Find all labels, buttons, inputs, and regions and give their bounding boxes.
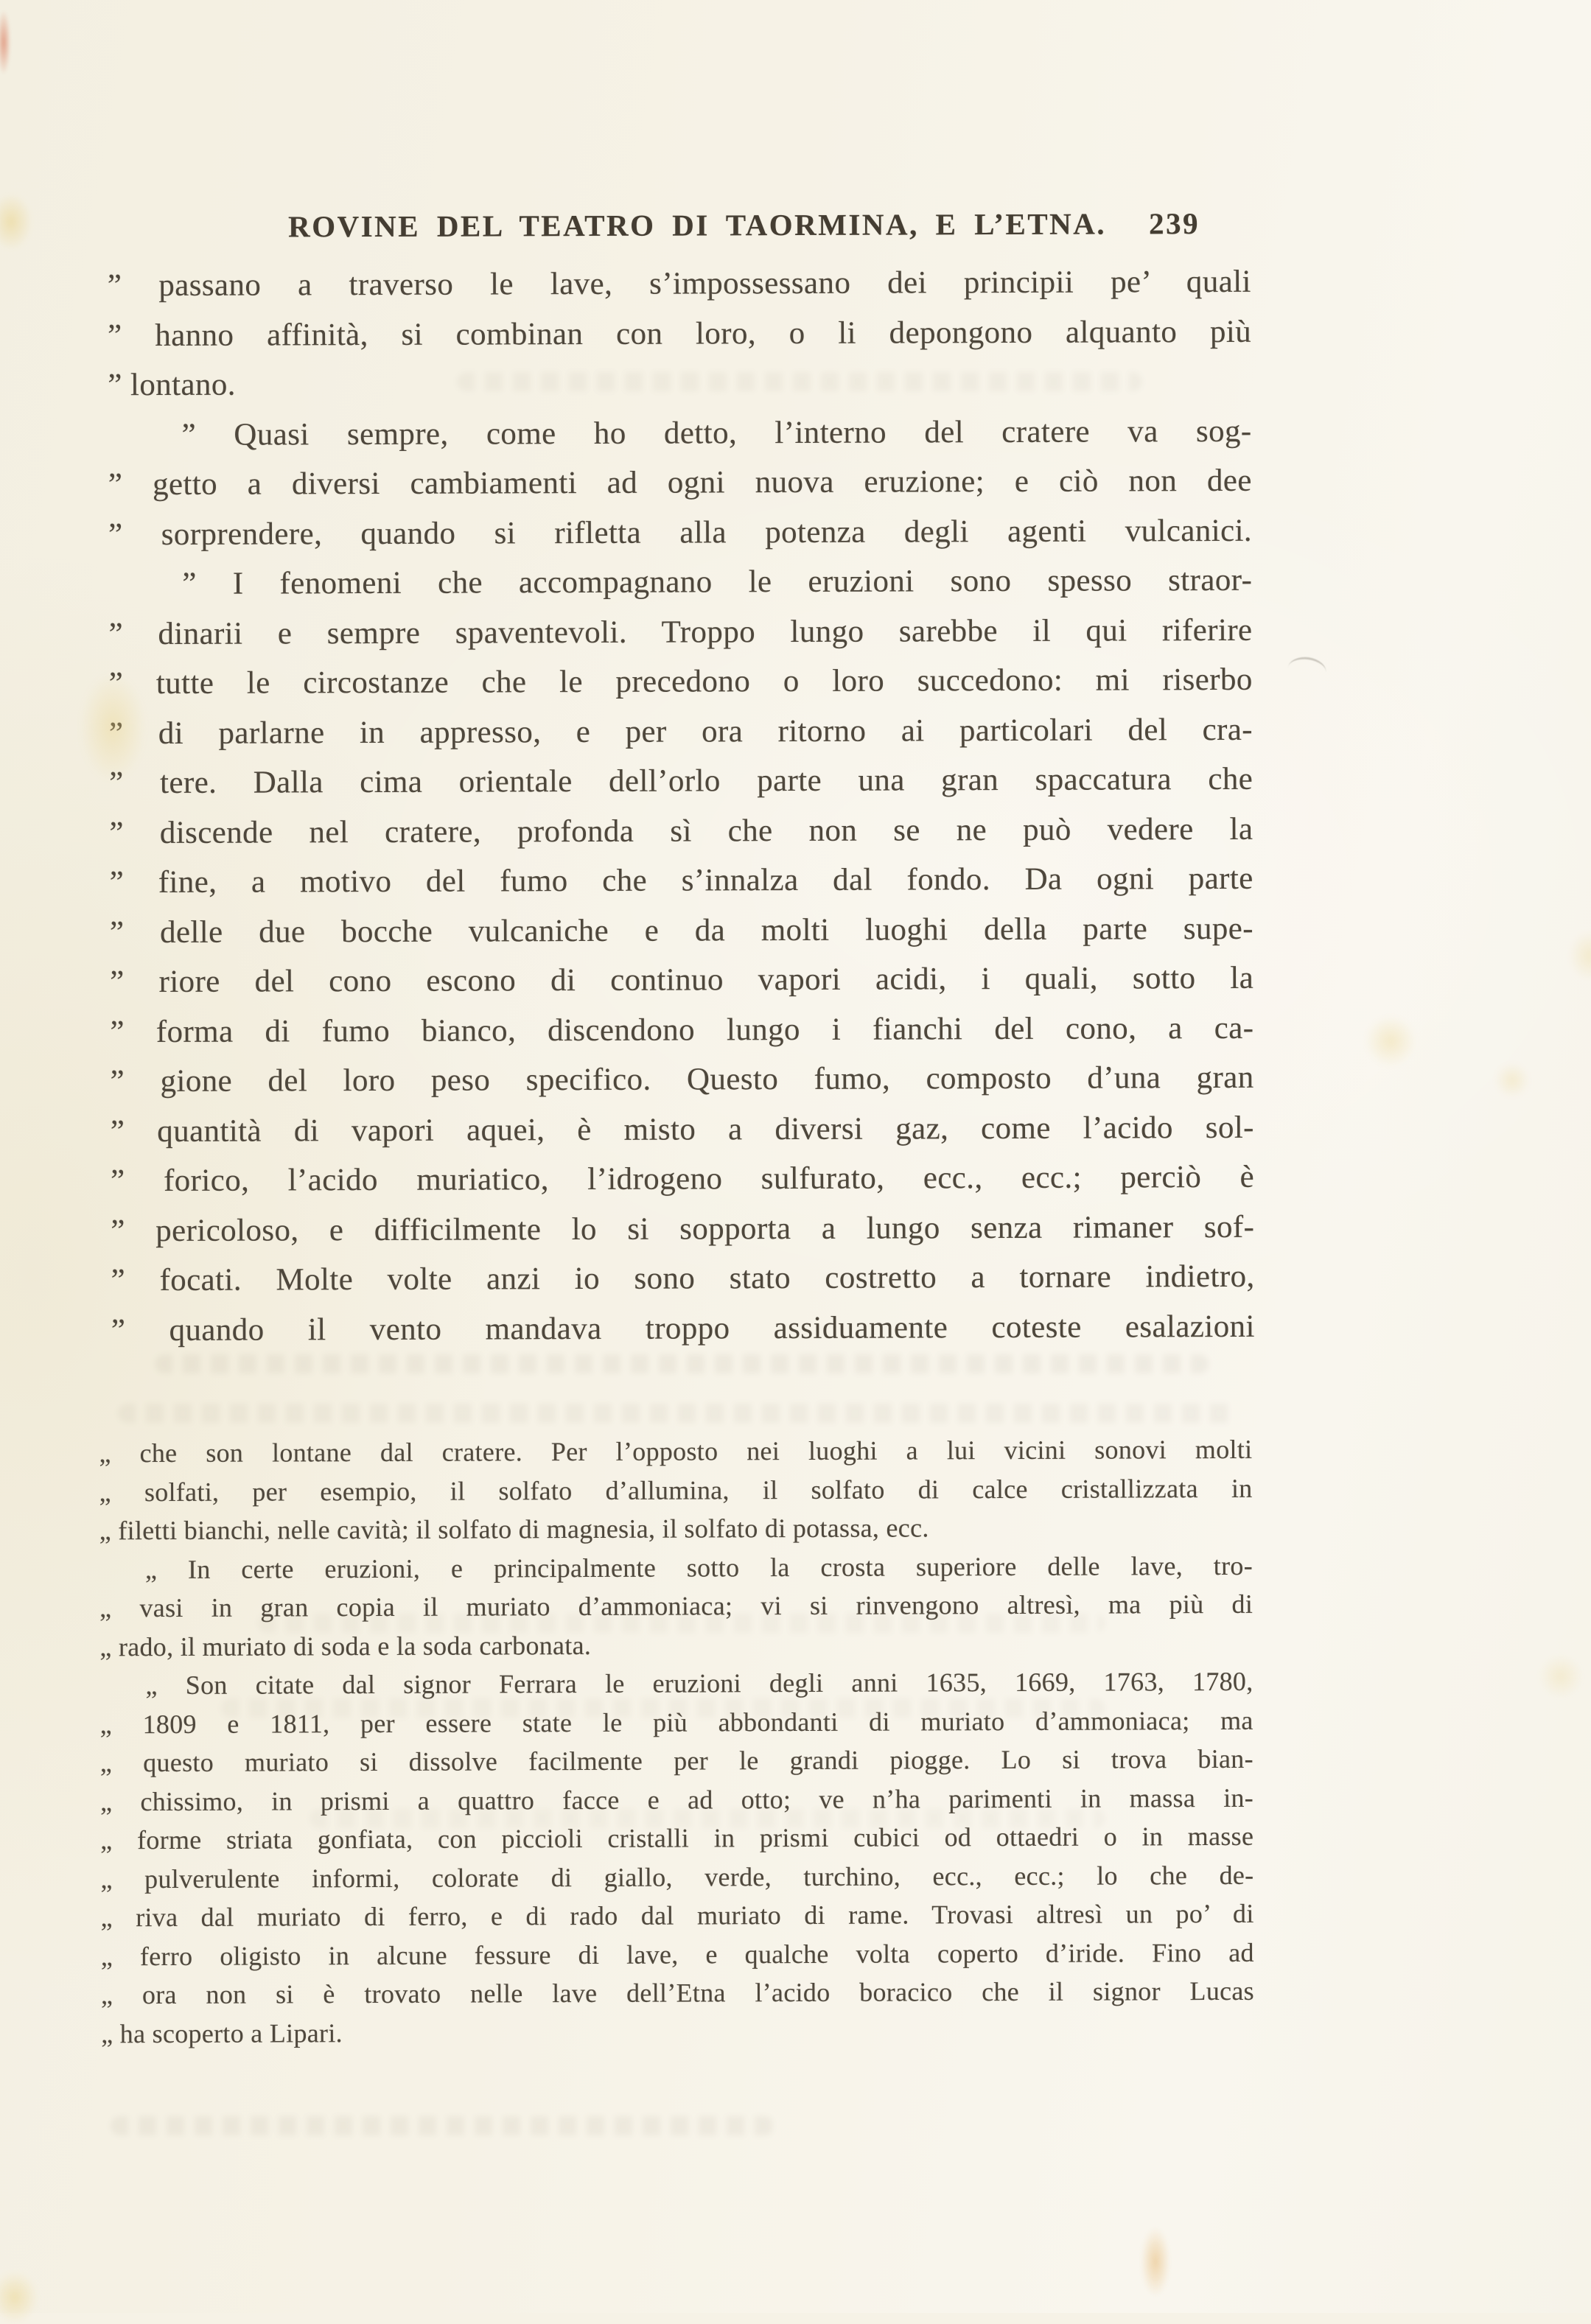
footnote-line: „ riva dal muriato di ferro, e di rado dal muriato di rame. Trovasi altresì un po’ di: [100, 1898, 1254, 1933]
body-line: ” fine, a motivo del fumo che s’innalza dal fondo. Da ogni parte: [109, 861, 1253, 900]
footnote-line: „ rado, il muriato di soda e la soda carbonata.: [99, 1630, 592, 1662]
body-line: ” getto a diversi cambiamenti ad ogni nuova eruzione; e ciò non dee: [108, 463, 1252, 503]
footnote-line: „ forme striata gonfiata, con piccioli cristalli in prismi cubici od ottaedri o in masse: [100, 1821, 1254, 1855]
show-through: [118, 1404, 1238, 1423]
footnote-line: „ Son citate dal signor Ferrara le eruzioni degli anni 1635, 1669, 1763, 1780,: [145, 1666, 1253, 1701]
show-through: [457, 372, 1142, 391]
running-head-title: ROVINE DEL TEATRO DI TAORMINA, E L’ETNA.: [287, 206, 1107, 244]
footnote-line: „ 1809 e 1811, per essere state le più abbondanti di muriato d’ammoniaca; ma: [99, 1705, 1253, 1739]
footnote-line: „ solfati, per esempio, il solfato d’allumina, il solfato di calce cristallizzata in: [99, 1473, 1253, 1507]
body-line: ” Quasi sempre, come ho detto, l’interno del cratere va sog-: [181, 413, 1252, 452]
show-through: [258, 1614, 1105, 1633]
footnote-line: „ questo muriato si dissolve facilmente per le grandi piogge. Lo si trova bian-: [99, 1743, 1253, 1778]
footnote-line: „ chissimo, in prismi a quattro facce e ad otto; ve n’ha parimenti in massa in-: [99, 1782, 1254, 1816]
footnote-line: „ In certe eruzioni, e principalmente sotto la crosta superiore delle lave, tro-: [144, 1550, 1253, 1584]
body-line: ” I fenomeni che accompagnano le eruzioni sono spesso straor-: [182, 562, 1253, 601]
page-number: 239: [1149, 206, 1200, 241]
body-line: ” quando il vento mandava troppo assiduamente coteste esalazioni: [111, 1309, 1255, 1348]
body-line: ” delle due bocche vulcaniche e da molti luoghi della parte supe-: [109, 911, 1254, 950]
show-through: [221, 1698, 1105, 1718]
body-line: ” dinarii e sempre spaventevoli. Troppo lungo sarebbe il qui riferire: [108, 612, 1253, 651]
body-line: ” lontano.: [108, 367, 236, 403]
body-line: ” pericoloso, e difficilmente lo si sopporta a lungo senza rimaner sof-: [111, 1209, 1255, 1248]
show-through: [155, 1354, 1209, 1373]
body-line: ” forico, l’acido muriatico, l’idrogeno sulfurato, ecc., ecc.; perciò è: [111, 1159, 1255, 1199]
body-line: ” tutte le circostanze che le precedono o loro succedono: mi riserbo: [108, 662, 1253, 701]
show-through: [111, 2116, 774, 2135]
body-line: ” gione del loro peso specifico. Questo fumo, composto d’una gran: [110, 1060, 1254, 1099]
body-line: ” riore del cono escono di continuo vapori acidi, i quali, sotto la: [110, 960, 1254, 1000]
footnote-line: „ ferro oligisto in alcune fessure di lave, e qualche volta coperto d’iride. Fino ad: [100, 1937, 1254, 1971]
footnote-line: „ ha scoperto a Lipari.: [101, 2017, 343, 2048]
footnote-line: „ che son lontane dal cratere. Per l’opposto nei luoghi a lui vicini sonovi molti: [99, 1434, 1253, 1469]
body-line: ” sorprendere, quando si rifletta alla potenza degli agenti vulcanici.: [108, 513, 1253, 552]
running-head: [172, 206, 1316, 245]
body-line: ” forma di fumo bianco, discendono lungo i fianchi del cono, a ca-: [110, 1010, 1254, 1049]
body-line: ” quantità di vapori aquei, è misto a diversi gaz, come l’acido sol-: [110, 1110, 1254, 1149]
body-line: ” passano a traverso le lave, s’impossessano dei principii pe’ quali: [107, 264, 1251, 304]
body-line: ” focati. Molte volte anzi io sono stato costretto a tornare indietro,: [111, 1259, 1255, 1298]
body-text: [108, 257, 1255, 1355]
footnote-line: „ pulverulente informi, colorate di giallo, verde, turchino, ecc., ecc.; lo che de-: [100, 1860, 1254, 1894]
body-line: ” di parlarne in appresso, e per ora ritorno ai particolari del cra-: [108, 712, 1253, 751]
footnote-line: „ ora non si è trovato nelle lave dell’Etna l’acido boracico che il signor Lucas: [100, 1975, 1255, 2010]
footnote-text: [99, 1430, 1254, 2053]
body-line: ” discende nel cratere, profonda sì che non se ne può vedere la: [109, 811, 1253, 850]
footnote-line: „ filetti bianchi, nelle cavità; il solfato di magnesia, il solfato di potassa, ecc.: [99, 1513, 929, 1546]
body-line: ” tere. Dalla cima orientale dell’orlo parte una gran spaccatura che: [109, 761, 1253, 801]
body-line: ” hanno affinità, si combinan con loro, o li depongono alquanto più: [108, 314, 1252, 353]
show-through: [310, 1809, 1105, 1828]
footnote-line: „ vasi in gran copia il muriato d’ammoniaca; vi si rinvengono altresì, ma più di: [99, 1589, 1253, 1623]
